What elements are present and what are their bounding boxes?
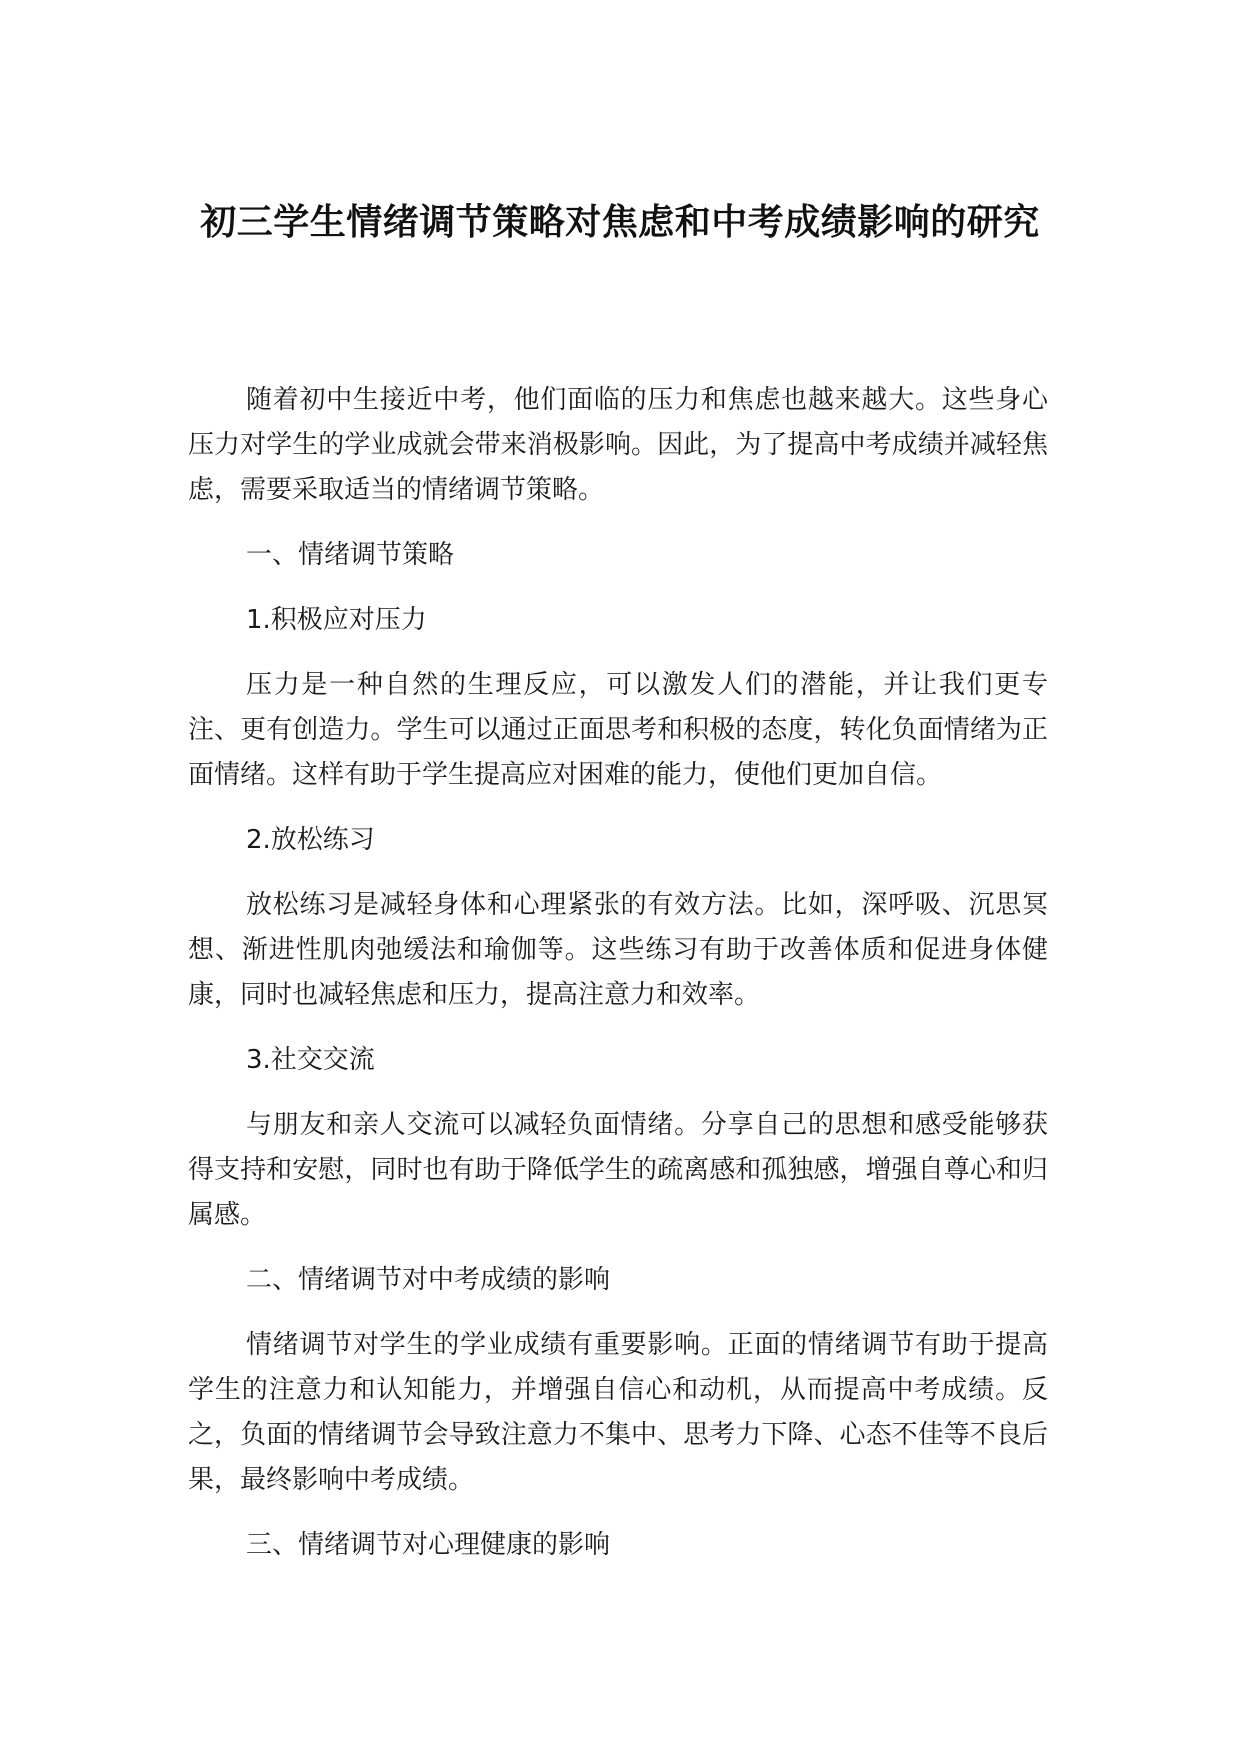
intro-paragraph: 随着初中生接近中考，他们面临的压力和焦虑也越来越大。这些身心压力对学生的学业成就会带来消极影响。因此，为了提高中考成绩并减轻焦虑，需要采取适当的情绪调节策略。 [188,385,1048,505]
section-heading-exam-impact: 二、情绪调节对中考成绩的影响 [246,1265,611,1295]
document-body [188,378,1048,1588]
paragraph-social: 与朋友和亲人交流可以减轻负面情绪。分享自己的思想和感受能够获得支持和安慰，同时也有助于降低学生的疏离感和孤独感，增强自尊心和归属感。 [188,1110,1048,1230]
paragraph-relaxation: 放松练习是减轻身体和心理紧张的有效方法。比如，深呼吸、沉思冥想、渐进性肌肉弛缓法和瑜伽等。这些练习有助于改善体质和促进身体健康，同时也减轻焦虑和压力，提高注意力和效率。 [188,890,1048,1010]
paragraph-exam-impact: 情绪调节对学生的学业成绩有重要影响。正面的情绪调节有助于提高学生的注意力和认知能力，并增强自信心和动机，从而提高中考成绩。反之，负面的情绪调节会导致注意力不集中、思考力下降、心态不佳等不良后果，最终影响中考成绩。 [188,1330,1048,1495]
section-heading-strategies: 一、情绪调节策略 [246,540,455,570]
subheading-relaxation: 2.放松练习 [246,825,375,855]
subheading-social: 3.社交交流 [246,1045,375,1075]
document-title: 初三学生情绪调节策略对焦虑和中考成绩影响的研究 [200,202,1040,243]
section-heading-mental-health: 三、情绪调节对心理健康的影响 [246,1530,611,1560]
subheading-positive-coping: 1.积极应对压力 [246,605,427,635]
paragraph-positive-coping: 压力是一种自然的生理反应，可以激发人们的潜能，并让我们更专注、更有创造力。学生可以通过正面思考和积极的态度，转化负面情绪为正面情绪。这样有助于学生提高应对困难的能力，使他们更加自信。 [188,670,1048,790]
